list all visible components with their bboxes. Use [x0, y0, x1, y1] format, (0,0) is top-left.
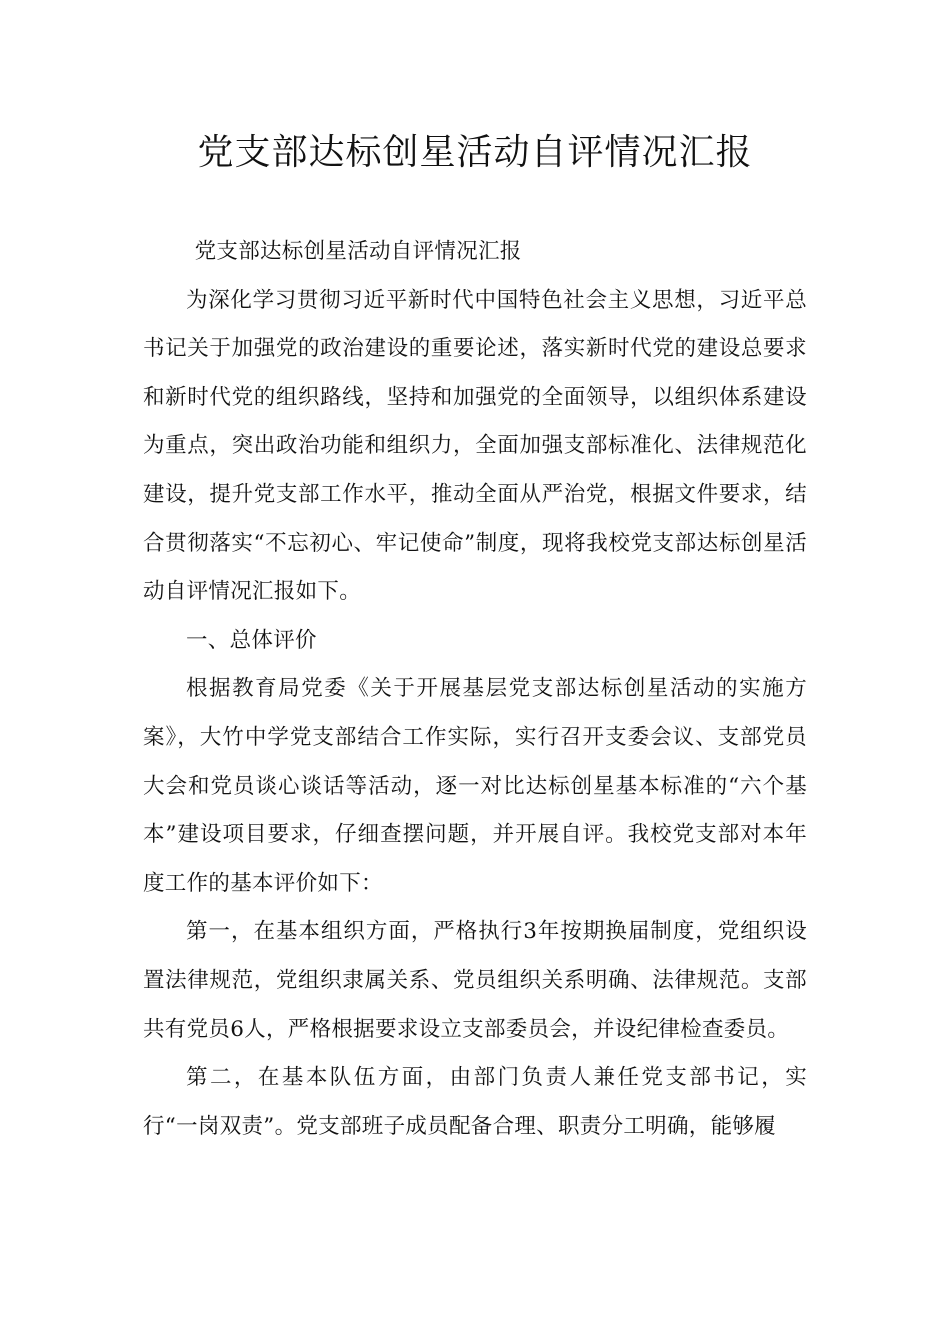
paragraph-overview: 根据教育局党委《关于开展基层党支部达标创星活动的实施方案》，大竹中学党支部结合工作实际，实行召开支委会议、支部党员大会和党员谈心谈话等活动，逐一对比达标创星基本标准的“六个基本”建设项目要求，仔细查摆问题，并开展自评。我校党支部对本年度工作的基本评价如下： — [143, 676, 807, 896]
section-heading: 一、总体评价 — [186, 627, 317, 653]
paragraph-intro: 为深化学习贯彻习近平新时代中国特色社会主义思想，习近平总书记关于加强党的政治建设的重要论述，落实新时代党的建设总要求和新时代党的组织路线，坚持和加强党的全面领导，以组织体系建设为重点，突出政治功能和组织力，全面加强支部标准化、法律规范化建设，提升党支部工作水平，推动全面从严治党，根据文件要求，结合贯彻落实“不忘初心、牢记使命”制度，现将我校党支部达标创星活动自评情况汇报如下。 — [143, 287, 807, 605]
document-subtitle: 党支部达标创星活动自评情况汇报 — [194, 239, 522, 264]
document-body — [143, 228, 807, 1151]
paragraph-second-point: 第二，在基本队伍方面，由部门负责人兼任党支部书记，实行“一岗双责”。党支部班子成员配备合理、职责分工明确，能够履 — [143, 1065, 807, 1139]
paragraph-first-point: 第一，在基本组织方面，严格执行3年按期换届制度，党组织设置法律规范，党组织隶属关系、党员组织关系明确、法律规范。支部共有党员6人，严格根据要求设立支部委员会，并设纪律检查委员。 — [143, 919, 807, 1042]
document-title: 党支部达标创星活动自评情况汇报 — [197, 132, 753, 173]
